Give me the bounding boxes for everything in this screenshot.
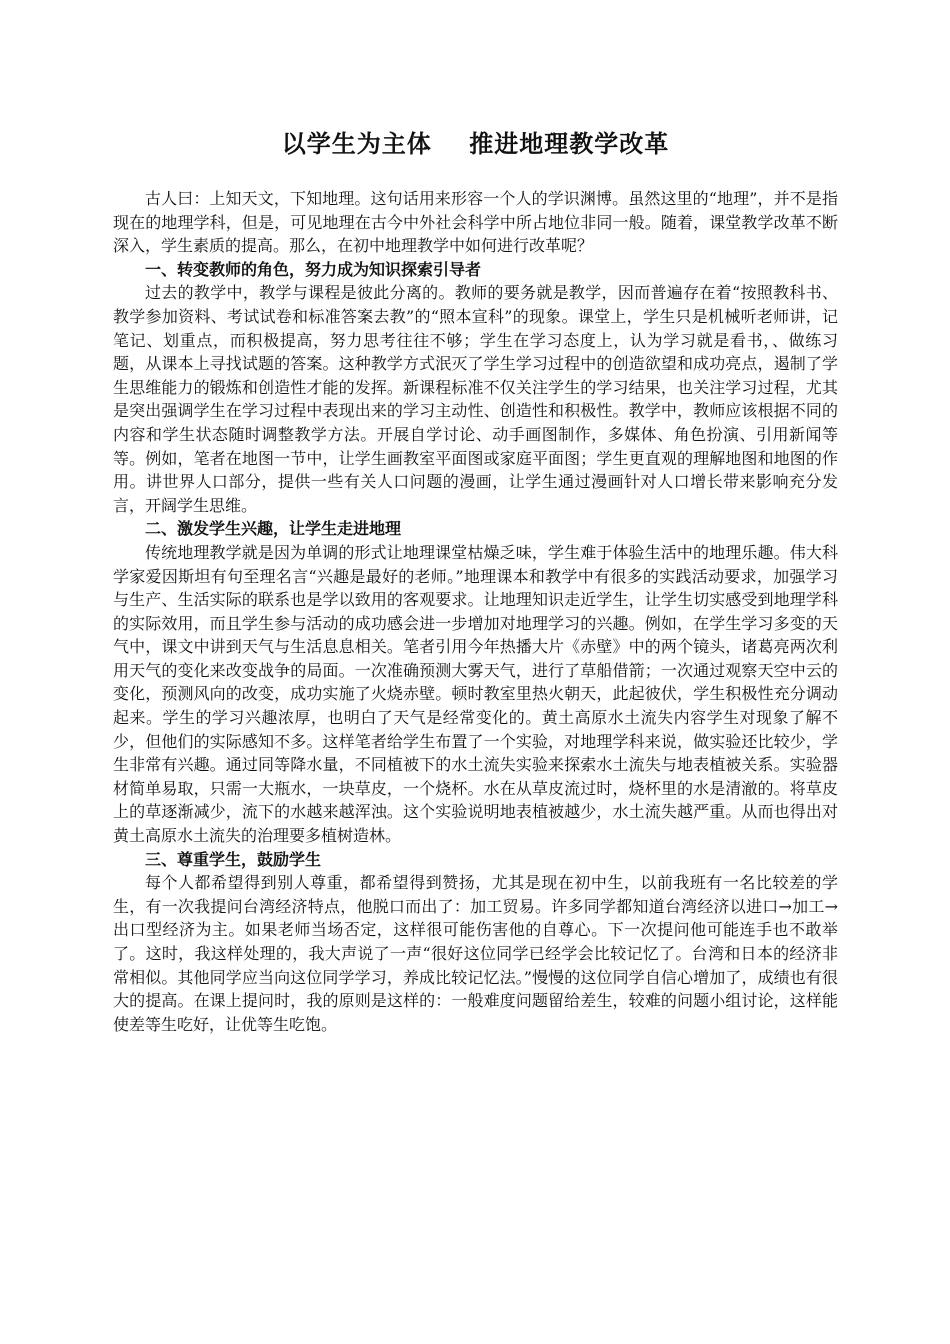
section-1-heading: 一、转变教师的角色，努力成为知识探索引导者 <box>145 259 482 279</box>
section-2-body: 传统地理教学就是因为单调的形式让地理课堂枯燥乏味，学生难于体验生活中的地理乐趣。伟大科学家爱因斯坦有句至理名言“兴趣是最好的老师。”地理课本和教学中有很多的实践活动要求，加强学习与生产、生活实际的联系也是学以致用的客观要求。让地理知识走近学生，让学生切实感受到地理学科的实际效用，而且学生参与活动的成功感会进一步增加对地理学习的兴趣。例如，在学生学习多变的天气中，课文中讲到天气与生活息息相关。笔者引用今年热播大片《赤壁》中的两个镜头，诸葛亮两次利用天气的变化来改变战争的局面。一次准确预测大雾天气，进行了草船借箭；一次通过观察天空中云的变化，预测风向的改变，成功实施了火烧赤壁。顿时教室里热火朝天，此起彼伏，学生积极性充分调动起来。学生的学习兴趣浓厚，也明白了天气是经常变化的。黄土高原水土流失内容学生对现象了解不少，但他们的实际感知不多。这样笔者给学生布置了一个实验，对地理学科来说，做实验还比较少，学生非常有兴趣。通过同等降水量，不同植被下的水土流失实验来探索水土流失与地表植被关系。实验器材简单易取，只需一大瓶水，一块草皮，一个烧杯。水在从草皮流过时，烧杯里的水是清澈的。将草皮上的草逐渐减少，流下的水越来越浑浊。这个实验说明地表植被越少，水土流失越严重。从而也得出对黄土高原水土流失的治理要多植树造林。 <box>113 542 838 846</box>
section-1-body: 过去的教学中，教学与课程是彼此分离的。教师的要务就是教学，因而普遍存在着“按照教科书、教学参加资料、考试试卷和标准答案去教”的“照本宣科”的现象。课堂上，学生只是机械听老师讲，记笔记、划重点，而积极提高，努力思考往往不够；学生在学习态度上，认为学习就是看书，、做练习题，从课本上寻找试题的答案。这种教学方式泯灭了学生学习过程中的创造欲望和成功亮点，遏制了学生思维能力的锻炼和创造性才能的发挥。新课程标准不仅关注学生的学习结果，也关注学习过程，尤其是突出强调学生在学习过程中表现出来的学习主动性、创造性和积极性。教学中，教师应该根据不同的内容和学生状态随时调整教学方法。开展自学讨论、动手画图制作，多媒体、角色扮演、引用新闻等等。例如，笔者在地图一节中，让学生画教室平面图或家庭平面图；学生更直观的理解地图和地图的作用。讲世界人口部分，提供一些有关人口问题的漫画，让学生通过漫画针对人口增长带来影响充分发言，开阔学生思维。 <box>113 283 838 515</box>
document-title: 以学生为主体 推进地理教学改革 <box>281 130 670 158</box>
document-page <box>113 128 838 1036</box>
intro-paragraph: 古人曰：上知天文，下知地理。这句话用来形容一个人的学识渊博。虽然这里的“地理”，并不是指现在的地理学科，但是，可见地理在古今中外社会科学中所占地位非同一般。随着，课堂教学改革不断深入，学生素质的提高。那么，在初中地理教学中如何进行改革呢？ <box>113 189 838 256</box>
section-3-body: 每个人都希望得到别人尊重，都希望得到赞扬，尤其是现在初中生，以前我班有一名比较差的学生，有一次我提问台湾经济特点，他脱口而出了：加工贸易。许多同学都知道台湾经济以进口→加工→出口型经济为主。如果老师当场否定，这样很可能伤害他的自尊心。下一次提问他可能连手也不敢举了。这时，我这样处理的，我大声说了一声“很好这位同学已经学会比较记忆了。台湾和日本的经济非常相似。其他同学应当向这位同学学习，养成比较记忆法。”慢慢的这位同学自信心增加了，成绩也有很大的提高。在课上提问时，我的原则是这样的：一般难度问题留给差生，较难的问题小组讨论，这样能使差等生吃好，让优等生吃饱。 <box>113 873 838 1034</box>
section-3-heading: 三、尊重学生，鼓励学生 <box>145 849 322 869</box>
section-2-heading: 二、激发学生兴趣，让学生走进地理 <box>145 519 402 539</box>
